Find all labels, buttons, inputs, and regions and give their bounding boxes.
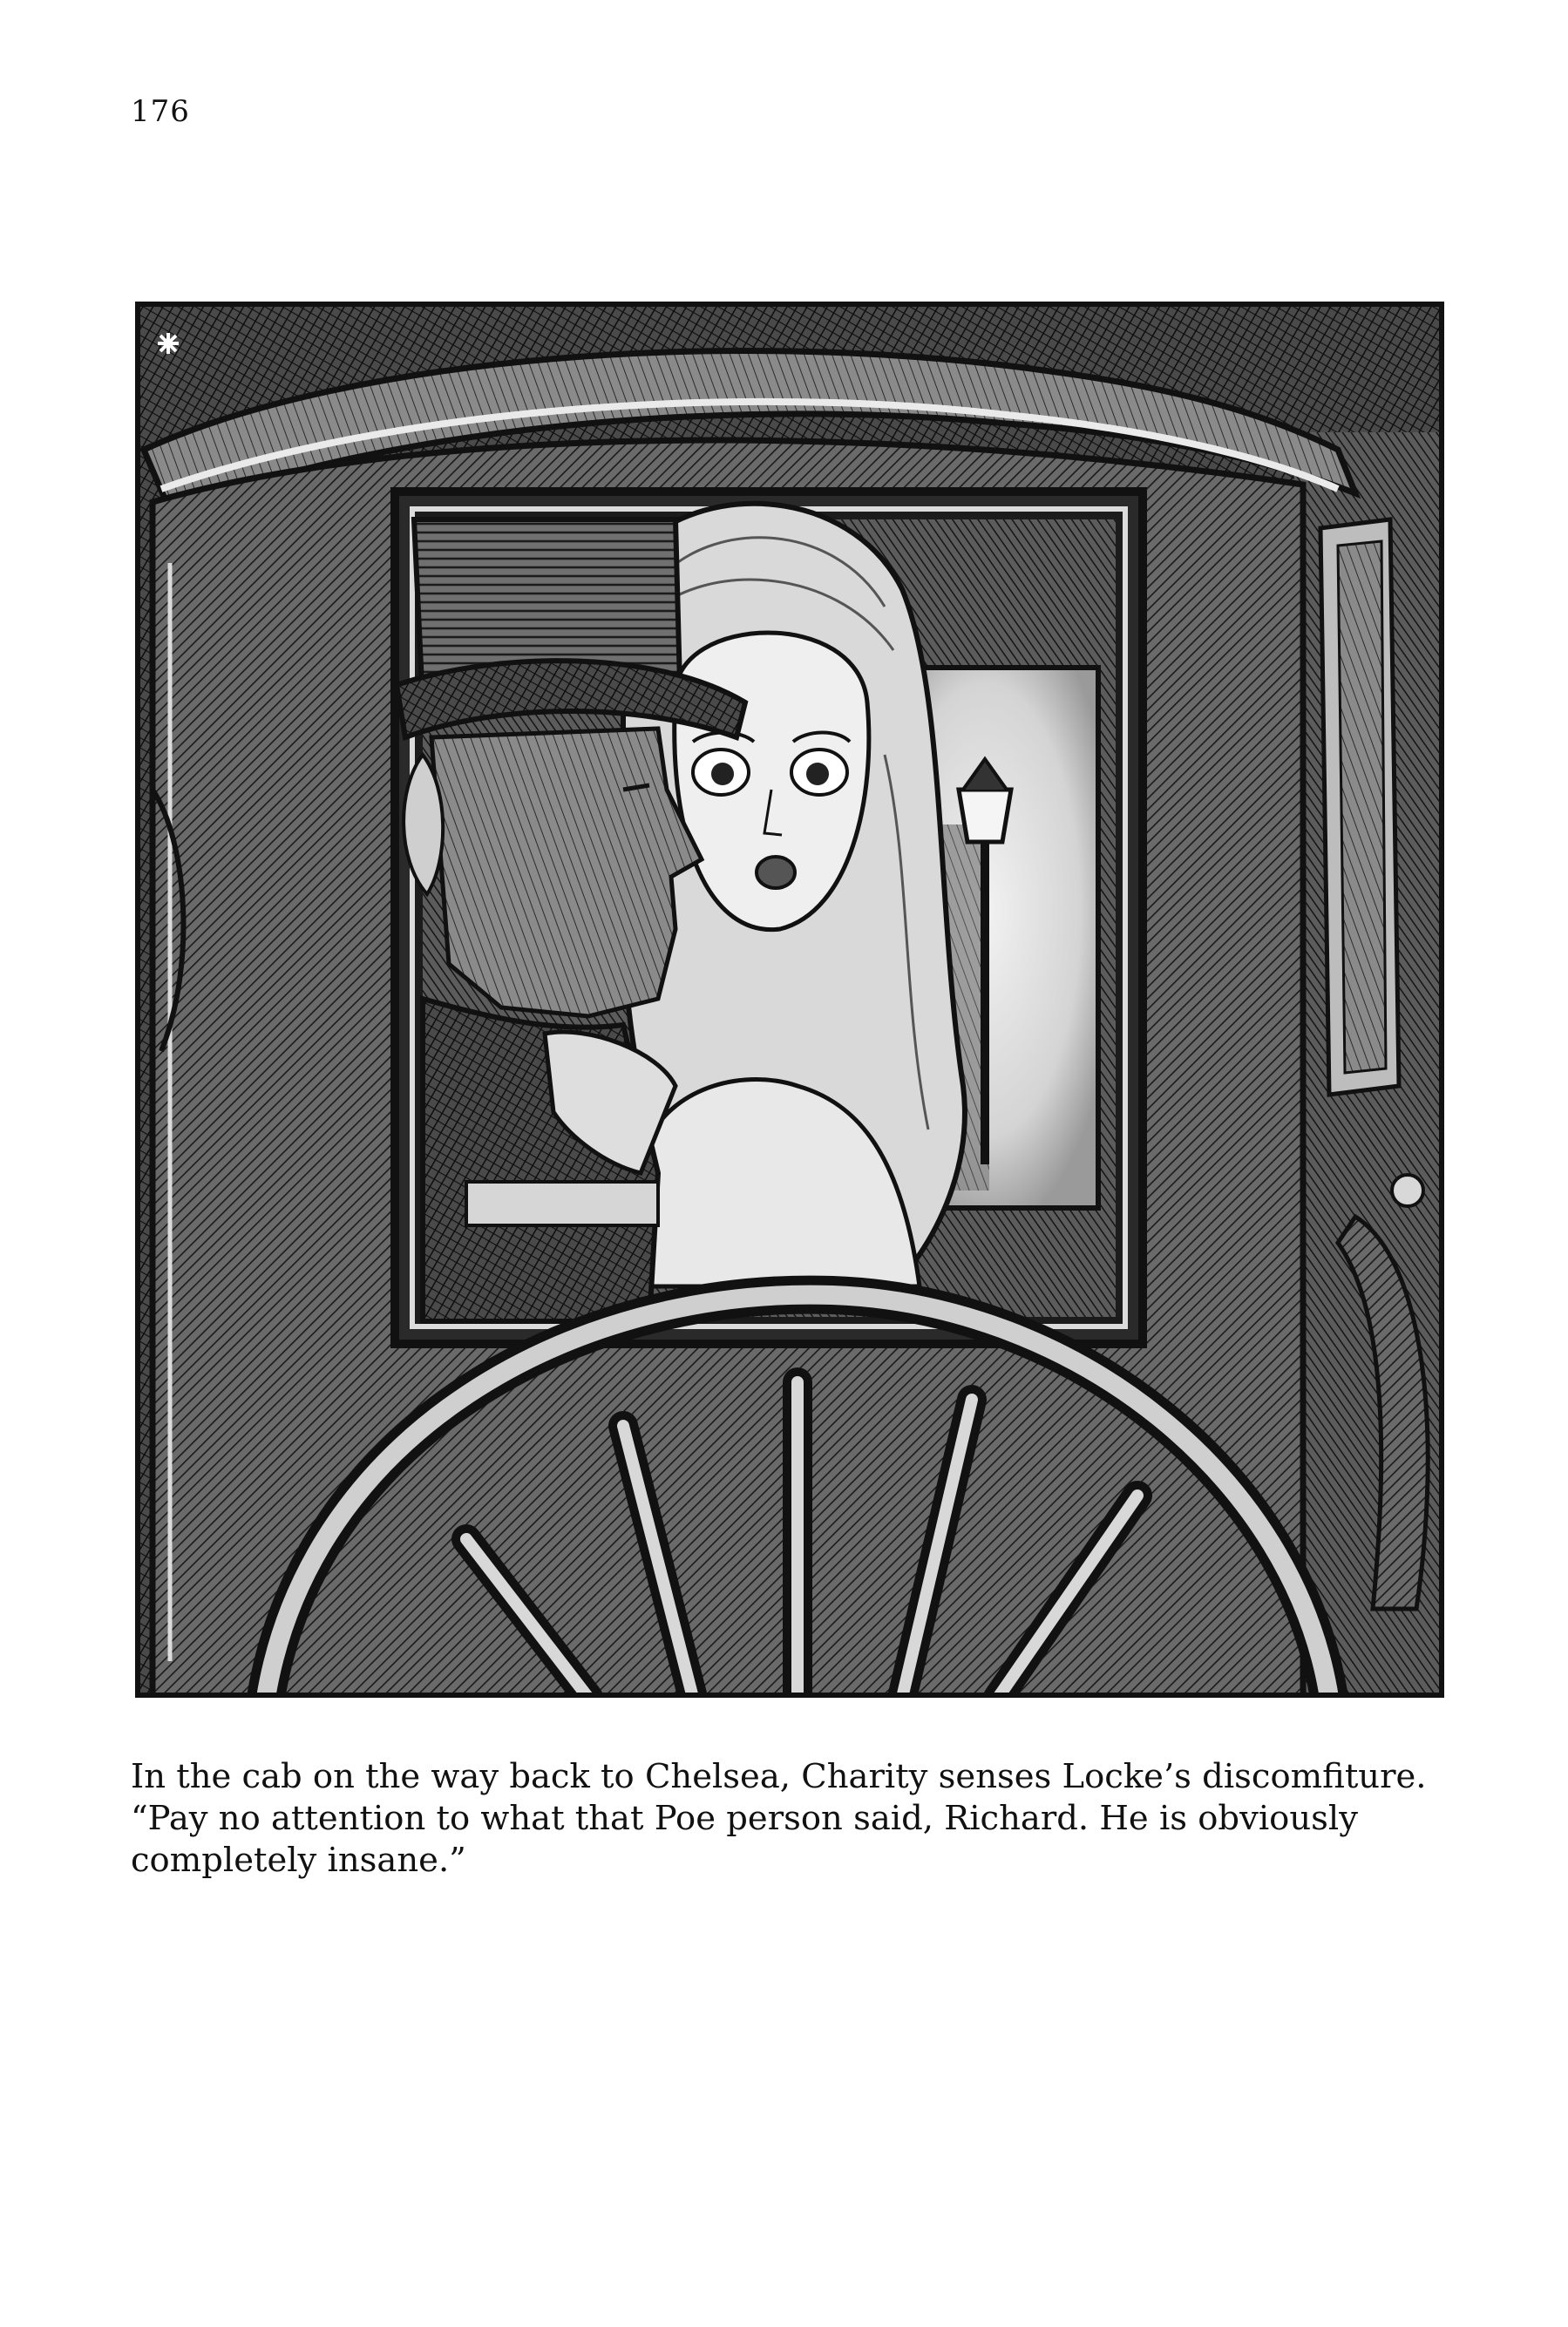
caption-line-2: “Pay no attention to what that Poe person said, Richard. He is obviously bbox=[131, 1799, 1358, 1838]
illustration-drawing bbox=[135, 302, 1444, 1698]
carriage-illustration bbox=[135, 302, 1444, 1698]
page-number: 176 bbox=[131, 94, 190, 129]
caption-line-3: completely insane.” bbox=[131, 1841, 466, 1880]
caption bbox=[131, 1756, 1438, 1882]
caption-line-1: In the cab on the way back to Chelsea, Charity senses Locke’s discomfiture. bbox=[131, 1757, 1427, 1796]
